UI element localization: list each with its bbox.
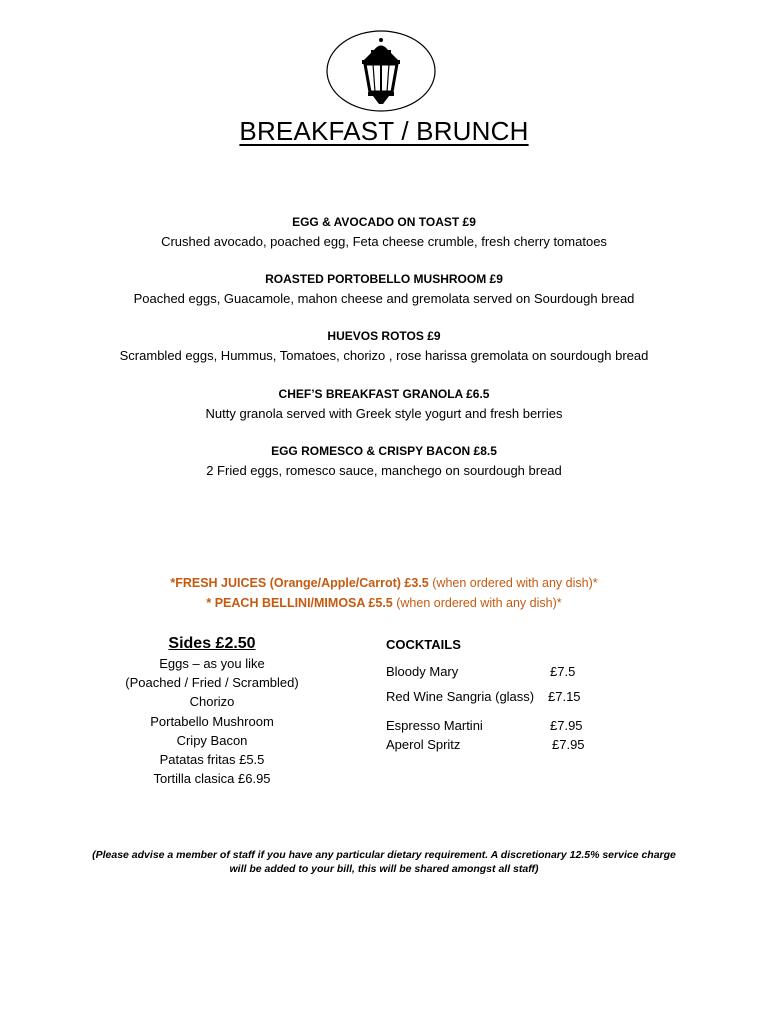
list-item: Eggs – as you like [159, 656, 265, 671]
cocktail-price: £7.5 [550, 664, 576, 679]
cocktail-row [386, 687, 626, 706]
dish-portobello-mushroom [0, 271, 768, 309]
dish-name: CHEF’S BREAKFAST GRANOLA £6.5 [278, 387, 490, 401]
offer-juices-title: *FRESH JUICES (Orange/Apple/Carrot) £3.5 [170, 576, 429, 590]
cocktail-row [386, 662, 626, 681]
dish-description: Nutty granola served with Greek style yogurt and fresh berries [205, 406, 563, 421]
cocktail-row [386, 735, 626, 754]
dish-name: EGG & AVOCADO ON TOAST £9 [292, 215, 476, 229]
dish-name: EGG ROMESCO & CRISPY BACON £8.5 [271, 444, 497, 458]
offer-juices-note: (when ordered with any dish)* [432, 576, 598, 590]
list-item: Patatas fritas £5.5 [159, 752, 265, 768]
page-title: BREAKFAST / BRUNCH [239, 116, 529, 146]
list-item: Portabello Mushroom [150, 713, 274, 729]
dish-egg-avocado [0, 214, 768, 252]
cocktail-price: £7.95 [552, 737, 585, 752]
dish-name: ROASTED PORTOBELLO MUSHROOM £9 [265, 272, 503, 286]
dish-description: 2 Fried eggs, romesco sauce, manchego on sourdough bread [206, 463, 562, 478]
cocktails-title: COCKTAILS [386, 637, 461, 652]
dish-granola [0, 386, 768, 424]
list-item: Cripy Bacon [176, 732, 248, 748]
cocktail-name: Aperol Spritz [386, 737, 461, 752]
dish-huevos-rotos [0, 328, 768, 366]
sides-title: Sides £2.50 [168, 635, 256, 652]
cocktail-name: Bloody Mary [386, 664, 459, 679]
cocktail-price: £7.95 [550, 718, 583, 733]
cocktails-section [386, 636, 626, 754]
cocktail-row [386, 716, 626, 735]
footer-line: will be added to your bill, this will be shared amongst all staff) [229, 863, 539, 875]
dish-name: HUEVOS ROTOS £9 [327, 329, 441, 343]
dish-description: Scrambled eggs, Hummus, Tomatoes, chorizo , rose harissa gremolata on sourdough bread [119, 348, 649, 363]
dish-description: Poached eggs, Guacamole, mahon cheese and gremolata served on Sourdough bread [133, 291, 635, 306]
lantern-icon [326, 30, 436, 112]
offer-fresh-juices [0, 574, 768, 592]
list-item: Tortilla clasica £6.95 [153, 771, 271, 787]
offer-bellini-mimosa [0, 594, 768, 612]
offer-bellini-note: (when ordered with any dish)* [396, 596, 562, 610]
footer-line: (Please advise a member of staff if you have any particular dietary requirement. A discretionary 12.5% service charge [92, 849, 676, 861]
cocktail-name: Espresso Martini [386, 718, 483, 733]
list-item: Chorizo [189, 694, 235, 710]
dish-egg-romesco [0, 443, 768, 481]
offer-bellini-title: * PEACH BELLINI/MIMOSA £5.5 [206, 596, 393, 610]
sides-section [112, 634, 312, 788]
cocktail-price: £7.15 [548, 689, 581, 704]
cocktail-name: Red Wine Sangria (glass) [386, 689, 535, 704]
dish-description: Crushed avocado, poached egg, Feta cheese crumble, fresh cherry tomatoes [161, 234, 607, 249]
dietary-service-note [30, 848, 738, 876]
list-item: (Poached / Fried / Scrambled) [125, 675, 299, 691]
